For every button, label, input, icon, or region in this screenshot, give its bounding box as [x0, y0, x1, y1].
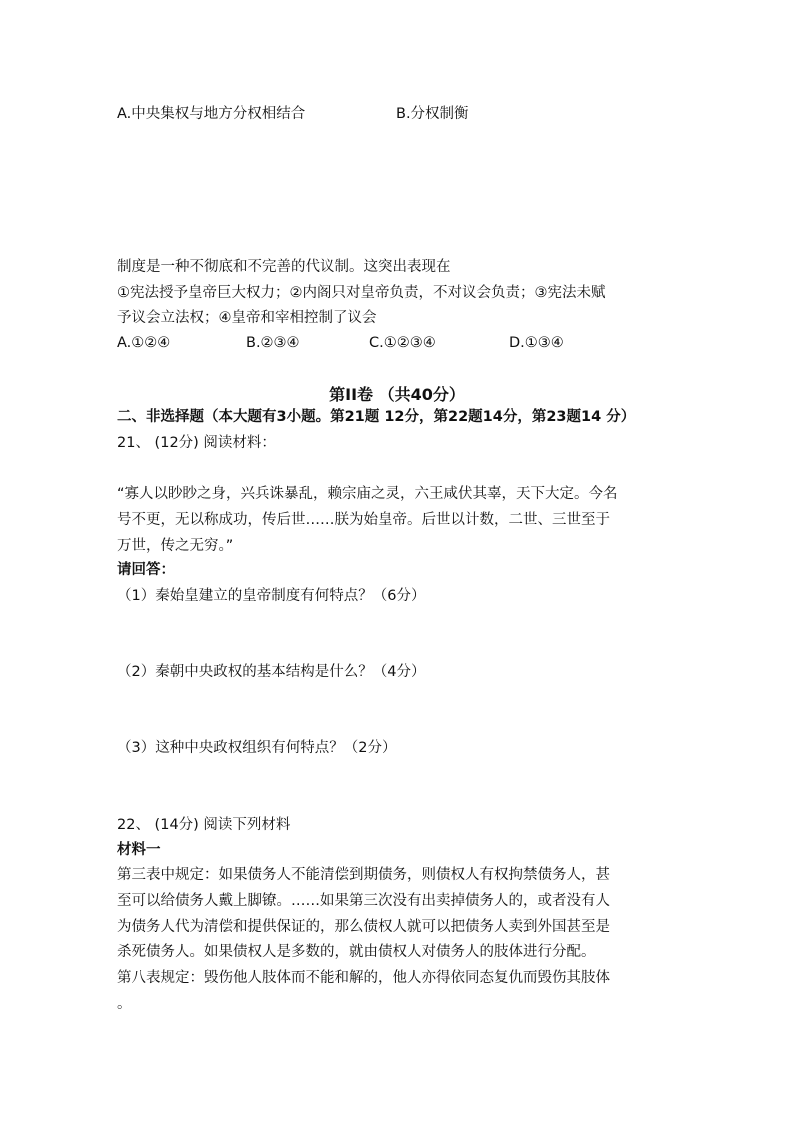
- option-a: A.①②④: [117, 335, 171, 351]
- question-statements-line1: ①宪法授予皇帝巨大权力；②内阁只对皇帝负责，不对议会负责；③宪法未赋: [117, 285, 606, 301]
- q21-quote-line1: “寡人以眇眇之身，兴兵诛暴乱，赖宗庙之灵，六王咸伏其辜，天下大定。今名: [117, 486, 618, 502]
- q21-intro: 21、 (12分) 阅读材料：: [117, 435, 276, 451]
- q22-material-line6: 。: [117, 996, 132, 1012]
- option-c: C.①②③④: [369, 335, 436, 351]
- q21-subquestion-1: （1）秦始皇建立的皇帝制度有何特点？（6分）: [117, 588, 426, 604]
- question-statements-line2: 予议会立法权；④皇帝和宰相控制了议会: [117, 310, 377, 326]
- q22-material-line4: 杀死债务人。如果债权人是多数的，就由债权人对债务人的肢体进行分配。: [117, 944, 596, 960]
- q21-answer-label: 请回答：: [117, 562, 175, 578]
- q21-subquestion-3: （3）这种中央政权组织有何特点？（2分）: [117, 740, 397, 756]
- q22-material-line1: 第三表中规定：如果债务人不能清偿到期债务，则债权人有权拘禁债务人，甚: [117, 867, 610, 883]
- option-b: B.②③④: [246, 335, 300, 351]
- q22-material-line2: 至可以给债务人戴上脚镣。……如果第三次没有出卖掉债务人的，或者没有人: [117, 893, 610, 909]
- q22-material-line3: 为债务人代为清偿和提供保证的，那么债权人就可以把债务人卖到外国甚至是: [117, 919, 610, 935]
- q21-quote-line2: 号不更，无以称成功，传后世……朕为始皇帝。后世以计数，二世、三世至于: [117, 512, 610, 528]
- q21-subquestion-2: （2）秦朝中央政权的基本结构是什么？（4分）: [117, 664, 426, 680]
- q22-material-line5: 第八表规定：毁伤他人肢体而不能和解的，他人亦得依同态复仇而毁伤其肢体: [117, 970, 610, 986]
- section-title: 第II卷 （共40分）: [329, 385, 465, 404]
- q20-option-b: B.分权制衡: [396, 106, 469, 122]
- q21-quote-line3: 万世，传之无穷。”: [117, 538, 234, 554]
- section-header: 二、非选择题（本大题有3小题。第21题 12分，第22题14分，第23题14 分）: [117, 409, 636, 425]
- q20-option-a: A.中央集权与地方分权相结合: [117, 106, 306, 122]
- q22-intro: 22、 (14分) 阅读下列材料: [117, 817, 291, 833]
- option-d: D.①③④: [509, 335, 564, 351]
- question-stem: 制度是一种不彻底和不完善的代议制。这突出表现在: [117, 259, 451, 275]
- q22-material-label: 材料一: [117, 842, 161, 858]
